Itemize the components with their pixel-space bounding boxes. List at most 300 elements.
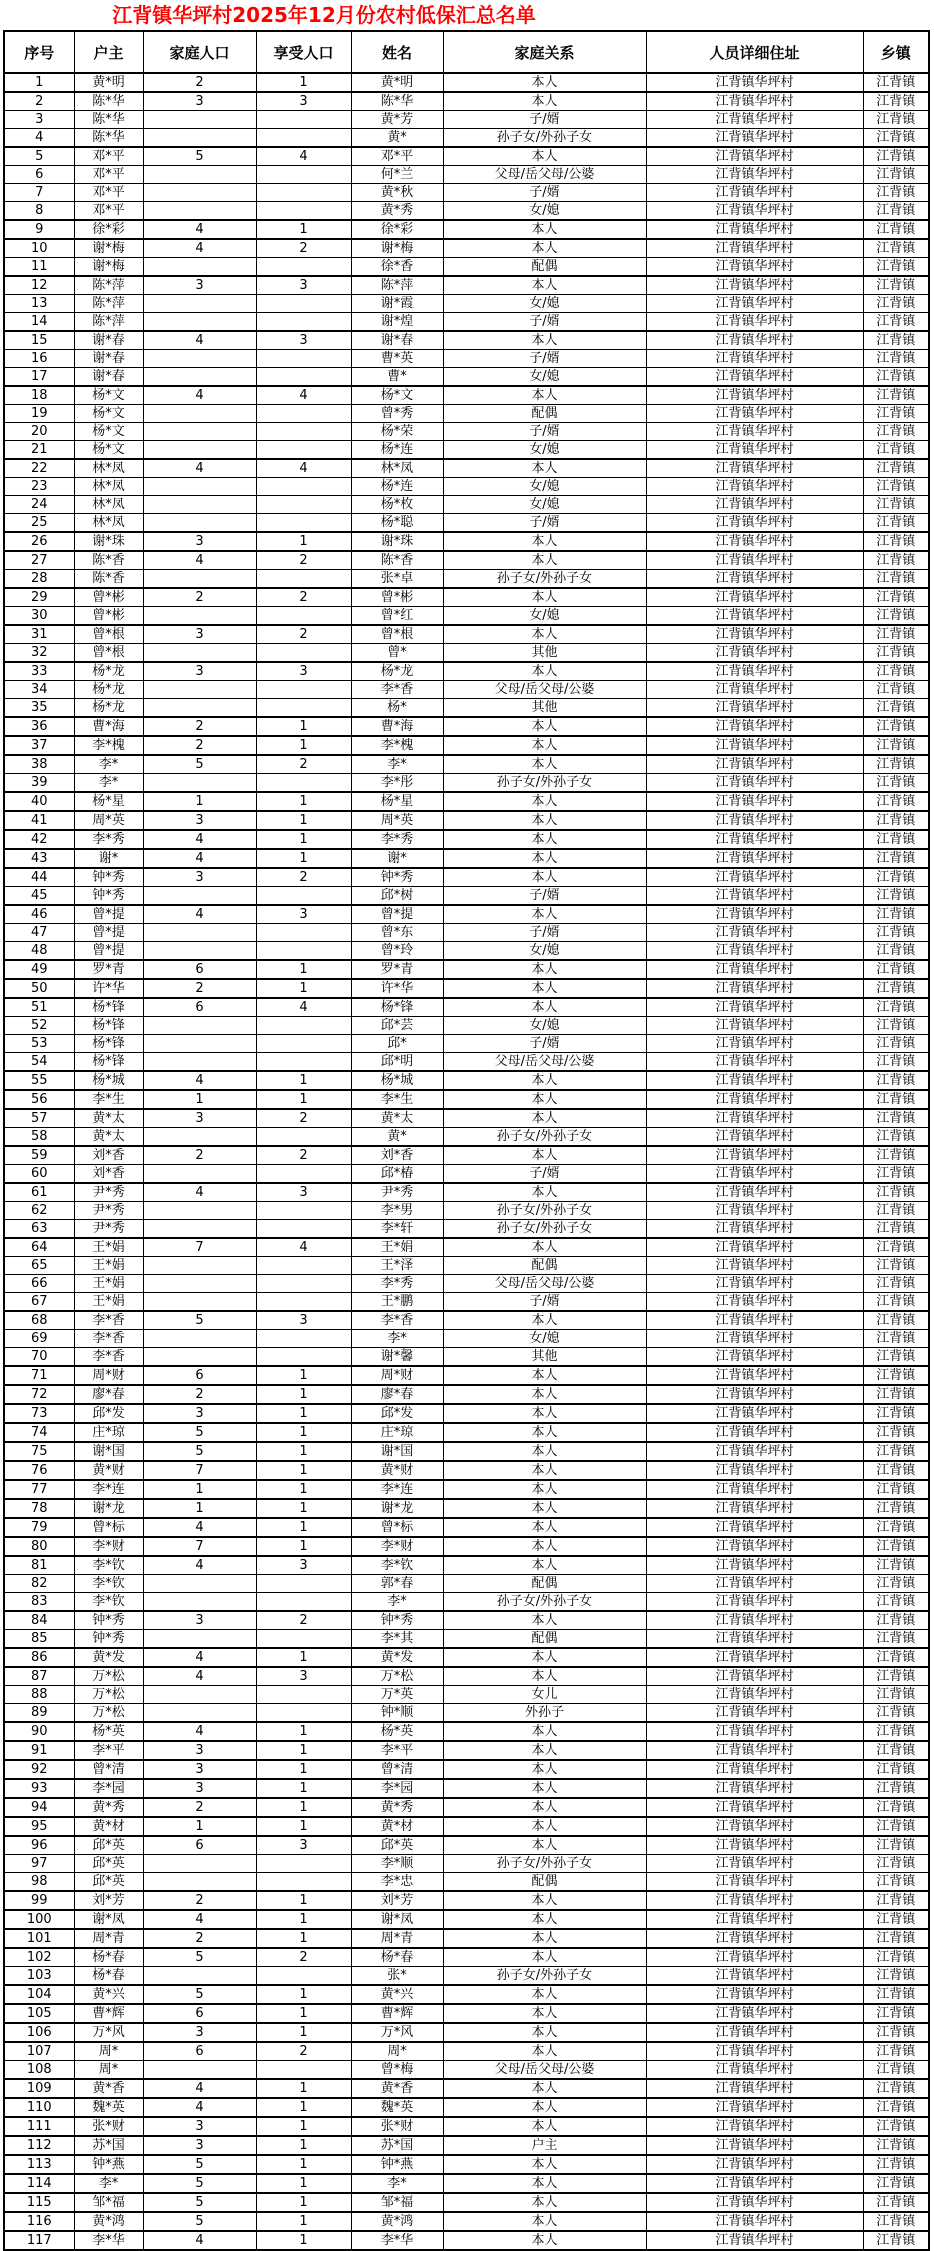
cell-relation: 本人 bbox=[443, 1499, 646, 1518]
cell-name: 谢*珠 bbox=[351, 532, 443, 551]
cell-household-head: 刘*香 bbox=[74, 1146, 143, 1165]
cell-seq: 107 bbox=[4, 2042, 74, 2061]
cell-address: 江背镇华坪村 bbox=[646, 1183, 863, 1202]
cell-seq: 82 bbox=[4, 1575, 74, 1593]
cell-seq: 2 bbox=[4, 92, 74, 111]
cell-seq: 100 bbox=[4, 1910, 74, 1929]
cell-beneficiary-count: 2 bbox=[256, 868, 351, 887]
cell-beneficiary-count bbox=[256, 1220, 351, 1239]
cell-household-head: 李*槐 bbox=[74, 736, 143, 755]
cell-name: 张* bbox=[351, 1967, 443, 1986]
cell-address: 江背镇华坪村 bbox=[646, 551, 863, 570]
table-row bbox=[4, 1238, 929, 1257]
cell-address: 江背镇华坪村 bbox=[646, 1611, 863, 1630]
cell-address: 江背镇华坪村 bbox=[646, 960, 863, 979]
cell-beneficiary-count: 1 bbox=[256, 717, 351, 736]
cell-township: 江背镇 bbox=[863, 2136, 929, 2155]
cell-address: 江背镇华坪村 bbox=[646, 2174, 863, 2193]
cell-name: 王*娟 bbox=[351, 1238, 443, 1257]
cell-name: 周*青 bbox=[351, 1929, 443, 1948]
cell-household-head: 林*凤 bbox=[74, 514, 143, 533]
cell-name: 刘*芳 bbox=[351, 1891, 443, 1910]
cell-address: 江背镇华坪村 bbox=[646, 998, 863, 1017]
table-row bbox=[4, 239, 929, 258]
cell-township: 江背镇 bbox=[863, 1202, 929, 1220]
cell-household-head: 周* bbox=[74, 2042, 143, 2061]
cell-household-head: 万*松 bbox=[74, 1704, 143, 1723]
cell-seq: 68 bbox=[4, 1311, 74, 1330]
cell-household-head: 杨*锋 bbox=[74, 998, 143, 1017]
cell-household-head: 李* bbox=[74, 755, 143, 774]
cell-seq: 1 bbox=[4, 73, 74, 92]
cell-name: 李* bbox=[351, 2174, 443, 2193]
cell-address: 江背镇华坪村 bbox=[646, 1985, 863, 2004]
table-row bbox=[4, 129, 929, 148]
table-row bbox=[4, 2061, 929, 2080]
cell-beneficiary-count: 1 bbox=[256, 1910, 351, 1929]
cell-beneficiary-count: 1 bbox=[256, 2231, 351, 2250]
cell-address: 江背镇华坪村 bbox=[646, 1146, 863, 1165]
cell-household-head: 邱*发 bbox=[74, 1404, 143, 1423]
cell-beneficiary-count bbox=[256, 423, 351, 441]
cell-address: 江背镇华坪村 bbox=[646, 588, 863, 607]
cell-household-head: 谢* bbox=[74, 849, 143, 868]
cell-relation: 本人 bbox=[443, 386, 646, 405]
cell-address: 江背镇华坪村 bbox=[646, 607, 863, 626]
cell-beneficiary-count: 1 bbox=[256, 960, 351, 979]
cell-township: 江背镇 bbox=[863, 755, 929, 774]
cell-relation: 本人 bbox=[443, 1090, 646, 1109]
cell-address: 江背镇华坪村 bbox=[646, 755, 863, 774]
cell-name: 王*泽 bbox=[351, 1257, 443, 1275]
cell-family-size bbox=[143, 368, 256, 387]
cell-household-head: 杨*文 bbox=[74, 423, 143, 441]
table-row bbox=[4, 1165, 929, 1184]
cell-township: 江背镇 bbox=[863, 1760, 929, 1779]
table-row bbox=[4, 1873, 929, 1892]
cell-relation: 本人 bbox=[443, 849, 646, 868]
cell-relation: 本人 bbox=[443, 662, 646, 681]
cell-address: 江背镇华坪村 bbox=[646, 887, 863, 906]
cell-beneficiary-count bbox=[256, 129, 351, 148]
table-row bbox=[4, 2004, 929, 2023]
cell-beneficiary-count: 1 bbox=[256, 1480, 351, 1499]
cell-beneficiary-count: 1 bbox=[256, 73, 351, 92]
table-row bbox=[4, 607, 929, 626]
cell-household-head: 杨*文 bbox=[74, 405, 143, 423]
cell-relation: 本人 bbox=[443, 459, 646, 478]
cell-name: 钟*秀 bbox=[351, 1611, 443, 1630]
cell-township: 江背镇 bbox=[863, 514, 929, 533]
cell-name: 曾*东 bbox=[351, 924, 443, 942]
cell-relation: 父母/岳父母/公婆 bbox=[443, 166, 646, 184]
cell-name: 李* bbox=[351, 755, 443, 774]
cell-household-head: 李*园 bbox=[74, 1779, 143, 1798]
cell-township: 江背镇 bbox=[863, 1330, 929, 1348]
col-header-seq: 序号 bbox=[4, 31, 74, 73]
cell-seq: 65 bbox=[4, 1257, 74, 1275]
cell-township: 江背镇 bbox=[863, 1275, 929, 1293]
table-row bbox=[4, 147, 929, 166]
cell-family-size: 1 bbox=[143, 792, 256, 811]
cell-address: 江背镇华坪村 bbox=[646, 459, 863, 478]
cell-name: 黄*香 bbox=[351, 2079, 443, 2098]
table-row bbox=[4, 868, 929, 887]
cell-seq: 22 bbox=[4, 459, 74, 478]
cell-name: 黄* bbox=[351, 129, 443, 148]
cell-relation: 父母/岳父母/公婆 bbox=[443, 2061, 646, 2080]
cell-township: 江背镇 bbox=[863, 2098, 929, 2117]
cell-beneficiary-count bbox=[256, 405, 351, 423]
cell-name: 刘*香 bbox=[351, 1146, 443, 1165]
cell-name: 李*香 bbox=[351, 1311, 443, 1330]
cell-relation: 本人 bbox=[443, 625, 646, 644]
cell-household-head: 谢*珠 bbox=[74, 532, 143, 551]
cell-township: 江背镇 bbox=[863, 570, 929, 589]
cell-relation: 女/媳 bbox=[443, 942, 646, 961]
cell-address: 江背镇华坪村 bbox=[646, 1442, 863, 1461]
cell-township: 江背镇 bbox=[863, 1071, 929, 1090]
cell-household-head: 陈*萍 bbox=[74, 295, 143, 313]
cell-family-size bbox=[143, 1330, 256, 1348]
cell-seq: 29 bbox=[4, 588, 74, 607]
cell-name: 谢*梅 bbox=[351, 239, 443, 258]
cell-address: 江背镇华坪村 bbox=[646, 681, 863, 699]
cell-relation: 父母/岳父母/公婆 bbox=[443, 1053, 646, 1072]
cell-relation: 本人 bbox=[443, 755, 646, 774]
cell-household-head: 杨*龙 bbox=[74, 681, 143, 699]
cell-township: 江背镇 bbox=[863, 1128, 929, 1147]
table-row bbox=[4, 2117, 929, 2136]
cell-address: 江背镇华坪村 bbox=[646, 1017, 863, 1035]
cell-beneficiary-count bbox=[256, 478, 351, 496]
cell-seq: 3 bbox=[4, 111, 74, 129]
cell-township: 江背镇 bbox=[863, 2174, 929, 2193]
cell-township: 江背镇 bbox=[863, 92, 929, 111]
cell-address: 江背镇华坪村 bbox=[646, 441, 863, 460]
cell-township: 江背镇 bbox=[863, 1293, 929, 1312]
cell-beneficiary-count: 1 bbox=[256, 2193, 351, 2212]
cell-name: 曾*梅 bbox=[351, 2061, 443, 2080]
col-header-address: 人员详细住址 bbox=[646, 31, 863, 73]
cell-relation: 本人 bbox=[443, 1948, 646, 1967]
cell-beneficiary-count: 3 bbox=[256, 662, 351, 681]
cell-township: 江背镇 bbox=[863, 830, 929, 849]
cell-household-head: 邓*平 bbox=[74, 166, 143, 184]
cell-seq: 108 bbox=[4, 2061, 74, 2080]
table-row bbox=[4, 924, 929, 942]
cell-family-size: 4 bbox=[143, 2079, 256, 2098]
table-row bbox=[4, 92, 929, 111]
cell-address: 江背镇华坪村 bbox=[646, 313, 863, 332]
cell-name: 邱*树 bbox=[351, 887, 443, 906]
cell-seq: 37 bbox=[4, 736, 74, 755]
cell-name: 邱* bbox=[351, 1035, 443, 1053]
cell-township: 江背镇 bbox=[863, 792, 929, 811]
cell-township: 江背镇 bbox=[863, 2042, 929, 2061]
cell-seq: 78 bbox=[4, 1499, 74, 1518]
table-row bbox=[4, 1499, 929, 1518]
cell-township: 江背镇 bbox=[863, 1686, 929, 1704]
cell-township: 江背镇 bbox=[863, 478, 929, 496]
cell-family-size: 5 bbox=[143, 2155, 256, 2174]
cell-family-size: 3 bbox=[143, 2117, 256, 2136]
cell-beneficiary-count: 1 bbox=[256, 1537, 351, 1556]
table-row bbox=[4, 1722, 929, 1741]
cell-relation: 本人 bbox=[443, 588, 646, 607]
cell-relation: 女/媳 bbox=[443, 478, 646, 496]
table-row bbox=[4, 73, 929, 92]
cell-address: 江背镇华坪村 bbox=[646, 1480, 863, 1499]
cell-household-head: 谢*国 bbox=[74, 1442, 143, 1461]
table-row bbox=[4, 514, 929, 533]
cell-household-head: 曹*海 bbox=[74, 717, 143, 736]
cell-relation: 本人 bbox=[443, 1836, 646, 1855]
cell-township: 江背镇 bbox=[863, 1109, 929, 1128]
cell-family-size: 5 bbox=[143, 1423, 256, 1442]
cell-beneficiary-count: 3 bbox=[256, 1667, 351, 1686]
cell-name: 李*男 bbox=[351, 1202, 443, 1220]
cell-address: 江背镇华坪村 bbox=[646, 147, 863, 166]
cell-household-head: 黄*财 bbox=[74, 1461, 143, 1480]
cell-township: 江背镇 bbox=[863, 532, 929, 551]
cell-household-head: 杨*星 bbox=[74, 792, 143, 811]
table-row bbox=[4, 1017, 929, 1035]
table-row bbox=[4, 496, 929, 514]
cell-beneficiary-count bbox=[256, 681, 351, 699]
cell-seq: 101 bbox=[4, 1929, 74, 1948]
cell-relation: 孙子女/外孙子女 bbox=[443, 1128, 646, 1147]
cell-seq: 41 bbox=[4, 811, 74, 830]
cell-township: 江背镇 bbox=[863, 1348, 929, 1367]
cell-township: 江背镇 bbox=[863, 1461, 929, 1480]
cell-seq: 90 bbox=[4, 1722, 74, 1741]
cell-relation: 本人 bbox=[443, 1741, 646, 1760]
table-row bbox=[4, 459, 929, 478]
cell-address: 江背镇华坪村 bbox=[646, 1293, 863, 1312]
cell-address: 江背镇华坪村 bbox=[646, 644, 863, 663]
cell-township: 江背镇 bbox=[863, 386, 929, 405]
cell-family-size: 3 bbox=[143, 532, 256, 551]
table-row bbox=[4, 2231, 929, 2250]
cell-address: 江背镇华坪村 bbox=[646, 905, 863, 924]
cell-seq: 75 bbox=[4, 1442, 74, 1461]
cell-name: 杨*城 bbox=[351, 1071, 443, 1090]
cell-seq: 73 bbox=[4, 1404, 74, 1423]
cell-name: 李*连 bbox=[351, 1480, 443, 1499]
cell-address: 江背镇华坪村 bbox=[646, 1518, 863, 1537]
cell-relation: 本人 bbox=[443, 1760, 646, 1779]
cell-seq: 74 bbox=[4, 1423, 74, 1442]
header-row bbox=[4, 31, 929, 73]
cell-address: 江背镇华坪村 bbox=[646, 514, 863, 533]
table-row bbox=[4, 1480, 929, 1499]
cell-address: 江背镇华坪村 bbox=[646, 1035, 863, 1053]
table-row bbox=[4, 184, 929, 202]
table-row bbox=[4, 1518, 929, 1537]
cell-beneficiary-count bbox=[256, 313, 351, 332]
cell-seq: 23 bbox=[4, 478, 74, 496]
cell-seq: 34 bbox=[4, 681, 74, 699]
cell-township: 江背镇 bbox=[863, 607, 929, 626]
cell-township: 江背镇 bbox=[863, 73, 929, 92]
cell-address: 江背镇华坪村 bbox=[646, 625, 863, 644]
cell-address: 江背镇华坪村 bbox=[646, 1330, 863, 1348]
cell-township: 江背镇 bbox=[863, 887, 929, 906]
cell-beneficiary-count bbox=[256, 514, 351, 533]
cell-family-size: 4 bbox=[143, 1183, 256, 1202]
cell-seq: 111 bbox=[4, 2117, 74, 2136]
table-row bbox=[4, 736, 929, 755]
cell-beneficiary-count: 1 bbox=[256, 2079, 351, 2098]
cell-address: 江背镇华坪村 bbox=[646, 2079, 863, 2098]
cell-family-size bbox=[143, 478, 256, 496]
cell-relation: 子/婿 bbox=[443, 350, 646, 368]
cell-relation: 其他 bbox=[443, 644, 646, 663]
cell-household-head: 杨*文 bbox=[74, 441, 143, 460]
cell-township: 江背镇 bbox=[863, 1575, 929, 1593]
cell-address: 江背镇华坪村 bbox=[646, 1385, 863, 1404]
cell-relation: 孙子女/外孙子女 bbox=[443, 570, 646, 589]
cell-address: 江背镇华坪村 bbox=[646, 662, 863, 681]
cell-name: 李*香 bbox=[351, 681, 443, 699]
table-row bbox=[4, 1385, 929, 1404]
table-row bbox=[4, 1366, 929, 1385]
cell-family-size bbox=[143, 1686, 256, 1704]
cell-beneficiary-count bbox=[256, 295, 351, 313]
col-header-household: 户主 bbox=[74, 31, 143, 73]
cell-seq: 113 bbox=[4, 2155, 74, 2174]
table-row bbox=[4, 1202, 929, 1220]
cell-household-head: 李* bbox=[74, 774, 143, 793]
cell-address: 江背镇华坪村 bbox=[646, 1891, 863, 1910]
table-row bbox=[4, 849, 929, 868]
cell-beneficiary-count: 1 bbox=[256, 532, 351, 551]
cell-relation: 女/媳 bbox=[443, 607, 646, 626]
cell-township: 江背镇 bbox=[863, 662, 929, 681]
cell-name: 谢*龙 bbox=[351, 1499, 443, 1518]
cell-family-size bbox=[143, 1053, 256, 1072]
cell-seq: 54 bbox=[4, 1053, 74, 1072]
cell-township: 江背镇 bbox=[863, 1704, 929, 1723]
cell-beneficiary-count: 1 bbox=[256, 1423, 351, 1442]
cell-family-size: 2 bbox=[143, 979, 256, 998]
cell-family-size bbox=[143, 1202, 256, 1220]
cell-seq: 55 bbox=[4, 1071, 74, 1090]
cell-beneficiary-count bbox=[256, 699, 351, 718]
col-header-enjoycount: 享受人口 bbox=[256, 31, 351, 73]
cell-family-size: 4 bbox=[143, 459, 256, 478]
cell-relation: 子/婿 bbox=[443, 184, 646, 202]
cell-seq: 59 bbox=[4, 1146, 74, 1165]
cell-seq: 32 bbox=[4, 644, 74, 663]
table-row bbox=[4, 386, 929, 405]
cell-beneficiary-count bbox=[256, 1275, 351, 1293]
cell-household-head: 黄*太 bbox=[74, 1109, 143, 1128]
cell-household-head: 林*凤 bbox=[74, 496, 143, 514]
cell-address: 江背镇华坪村 bbox=[646, 1423, 863, 1442]
cell-beneficiary-count: 1 bbox=[256, 1779, 351, 1798]
table-row bbox=[4, 2136, 929, 2155]
cell-relation: 子/婿 bbox=[443, 423, 646, 441]
cell-family-size bbox=[143, 423, 256, 441]
cell-address: 江背镇华坪村 bbox=[646, 1855, 863, 1873]
col-header-familysize: 家庭人口 bbox=[143, 31, 256, 73]
cell-seq: 17 bbox=[4, 368, 74, 387]
cell-household-head: 徐*彩 bbox=[74, 220, 143, 239]
cell-township: 江背镇 bbox=[863, 1667, 929, 1686]
cell-family-size bbox=[143, 1257, 256, 1275]
cell-name: 黄*秋 bbox=[351, 184, 443, 202]
cell-township: 江背镇 bbox=[863, 1499, 929, 1518]
cell-family-size bbox=[143, 405, 256, 423]
cell-relation: 其他 bbox=[443, 1348, 646, 1367]
cell-address: 江背镇华坪村 bbox=[646, 1275, 863, 1293]
cell-seq: 57 bbox=[4, 1109, 74, 1128]
cell-township: 江背镇 bbox=[863, 276, 929, 295]
cell-seq: 35 bbox=[4, 699, 74, 718]
cell-address: 江背镇华坪村 bbox=[646, 1630, 863, 1649]
cell-township: 江背镇 bbox=[863, 2231, 929, 2250]
cell-relation: 子/婿 bbox=[443, 111, 646, 129]
cell-relation: 本人 bbox=[443, 1798, 646, 1817]
cell-beneficiary-count: 1 bbox=[256, 2136, 351, 2155]
table-row bbox=[4, 295, 929, 313]
cell-relation: 父母/岳父母/公婆 bbox=[443, 681, 646, 699]
cell-family-size bbox=[143, 166, 256, 184]
cell-address: 江背镇华坪村 bbox=[646, 2136, 863, 2155]
cell-family-size: 1 bbox=[143, 1499, 256, 1518]
cell-relation: 本人 bbox=[443, 2174, 646, 2193]
cell-relation: 本人 bbox=[443, 147, 646, 166]
cell-beneficiary-count: 3 bbox=[256, 92, 351, 111]
cell-household-head: 李*平 bbox=[74, 1741, 143, 1760]
cell-beneficiary-count: 1 bbox=[256, 2098, 351, 2117]
cell-family-size: 5 bbox=[143, 1311, 256, 1330]
cell-relation: 本人 bbox=[443, 532, 646, 551]
cell-beneficiary-count bbox=[256, 774, 351, 793]
cell-address: 江背镇华坪村 bbox=[646, 1836, 863, 1855]
cell-family-size bbox=[143, 514, 256, 533]
table-row bbox=[4, 1648, 929, 1667]
table-row bbox=[4, 1330, 929, 1348]
cell-seq: 61 bbox=[4, 1183, 74, 1202]
cell-township: 江背镇 bbox=[863, 2193, 929, 2212]
cell-beneficiary-count: 2 bbox=[256, 1948, 351, 1967]
cell-address: 江背镇华坪村 bbox=[646, 2117, 863, 2136]
cell-household-head: 周* bbox=[74, 2061, 143, 2080]
cell-household-head: 黄*材 bbox=[74, 1817, 143, 1836]
cell-name: 万*松 bbox=[351, 1667, 443, 1686]
table-row bbox=[4, 811, 929, 830]
cell-name: 邱*椿 bbox=[351, 1165, 443, 1184]
cell-seq: 67 bbox=[4, 1293, 74, 1312]
cell-household-head: 曾*根 bbox=[74, 625, 143, 644]
cell-name: 李*秀 bbox=[351, 830, 443, 849]
cell-name: 钟*燕 bbox=[351, 2155, 443, 2174]
cell-household-head: 尹*秀 bbox=[74, 1202, 143, 1220]
cell-family-size bbox=[143, 350, 256, 368]
cell-relation: 孙子女/外孙子女 bbox=[443, 1202, 646, 1220]
cell-family-size: 4 bbox=[143, 1071, 256, 1090]
cell-address: 江背镇华坪村 bbox=[646, 868, 863, 887]
cell-family-size: 3 bbox=[143, 2023, 256, 2042]
cell-household-head: 刘*香 bbox=[74, 1165, 143, 1184]
cell-seq: 25 bbox=[4, 514, 74, 533]
cell-household-head: 李*钦 bbox=[74, 1556, 143, 1575]
cell-address: 江背镇华坪村 bbox=[646, 1071, 863, 1090]
cell-beneficiary-count: 1 bbox=[256, 1071, 351, 1090]
